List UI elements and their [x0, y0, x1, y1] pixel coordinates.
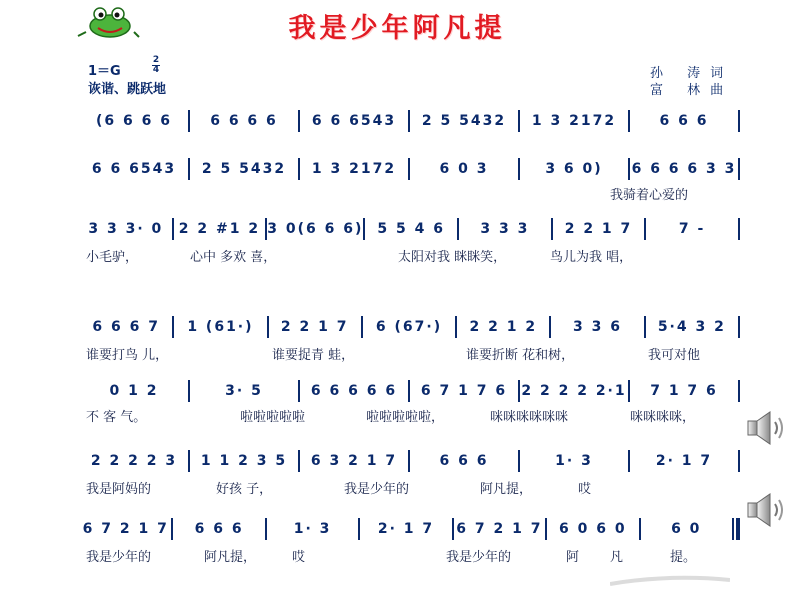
measure: 6 6 6 — [194, 521, 244, 537]
measure: 6 (67·) — [375, 319, 443, 335]
lyric-segment: 心中 多欢 喜， — [190, 250, 277, 265]
measure: 3 6 0) — [545, 161, 603, 177]
measure: 6 6 6 6 3 3 — [631, 161, 737, 177]
measure: 0 1 2 — [109, 383, 159, 399]
lyric-segment: 我可对他 — [648, 348, 701, 363]
lyric-segment: 哎 — [292, 550, 306, 565]
lyric-segment: 我骑着心爱的 — [610, 188, 689, 203]
lyric-segment: 太阳对我 眯眯笑， — [398, 250, 507, 265]
measure: 6 6 6 7 — [92, 319, 160, 335]
measure: 6 7 2 1 7 — [82, 521, 169, 537]
lyric-segment: 啦啦啦啦啦 — [240, 410, 306, 425]
lyric-segment: 咪咪咪咪咪咪 — [490, 410, 569, 425]
lyric-segment: 谁要打鸟 儿， — [86, 348, 169, 363]
composer-credit: 富 林曲 — [650, 83, 734, 98]
decorative-swoosh — [610, 574, 730, 588]
measure: 2· 1 7 — [377, 521, 435, 537]
lyric-segment: 不 客 气。 — [86, 410, 147, 425]
time-signature: 2 4 — [152, 55, 160, 75]
measure: 1· 3 — [293, 521, 332, 537]
lyric-segment: 我是少年的 — [344, 482, 410, 497]
measure: 3 3 3 — [480, 221, 530, 237]
tempo-marking: 诙谐、跳跃地 — [88, 82, 167, 97]
lyric-segment: 好孩 子， — [216, 482, 273, 497]
measure: 1 1 2 3 5 — [200, 453, 288, 469]
measure: 2 2 #1 2 — [178, 221, 261, 237]
lyric-segment: 我是少年的 — [86, 550, 152, 565]
notation-row-3 — [80, 218, 740, 240]
measure: 2· 1 7 — [655, 453, 713, 469]
lyric-segment: 阿凡提， — [480, 482, 533, 497]
measure: 6 0 6 0 — [559, 521, 627, 537]
measure: 2 2 1 7 — [564, 221, 633, 237]
notation-row-1 — [80, 110, 740, 132]
measure: 3 0(6 6 6) — [267, 221, 364, 237]
lyric-segment: 我是少年的 — [446, 550, 512, 565]
measure: 1 3 2172 — [311, 161, 397, 177]
notation-row-5 — [80, 380, 740, 402]
measure: 6 6 6 — [439, 453, 489, 469]
lyric-segment: 啦啦啦啦啦， — [366, 410, 445, 425]
measure: 6 7 2 1 7 — [456, 521, 543, 537]
lyric-segment: 哎 — [578, 482, 592, 497]
measure: 6 6 6 6 — [210, 113, 278, 129]
measure: 5 5 4 6 — [377, 221, 446, 237]
measure: 6 6 6 6 6 — [310, 383, 398, 399]
lyricist-credit: 孙 涛词 — [650, 66, 734, 81]
measure: 5·4 3 2 — [657, 319, 726, 335]
measure: 1 3 2172 — [531, 113, 617, 129]
lyric-segment: 提。 — [670, 550, 697, 565]
lyric-segment: 我是阿妈的 — [86, 482, 152, 497]
key-signature: 1＝G — [88, 64, 121, 79]
lyric-segment: 谁要捉青 蛙， — [272, 348, 355, 363]
measure: 3 3 3· 0 — [88, 221, 164, 237]
measure: 3· 5 — [225, 383, 263, 399]
lyric-segment: 阿 — [566, 550, 580, 565]
lyric-segment: 咪咪咪咪， — [630, 410, 696, 425]
measure: 2 2 2 2 2·1 — [521, 383, 627, 399]
measure: 2 5 5432 — [201, 161, 287, 177]
lyric-segment: 凡 — [610, 550, 624, 565]
measure: 2 5 5432 — [421, 113, 507, 129]
measure: 1· 3 — [555, 453, 593, 469]
speaker-icon[interactable] — [744, 408, 788, 448]
measure: 7 - — [678, 221, 706, 237]
measure: 1 (61·) — [187, 319, 254, 335]
lyric-segment: 小毛驴， — [86, 250, 139, 265]
measure: 6 6 6543 — [91, 161, 177, 177]
measure: 6 6 6543 — [311, 113, 397, 129]
lyric-segment: 鸟儿为我 唱， — [550, 250, 633, 265]
measure: 6 0 — [671, 521, 702, 537]
measure: 2 2 2 2 3 — [90, 453, 178, 469]
measure: 2 2 1 7 — [280, 319, 349, 335]
notation-row-6 — [80, 450, 740, 472]
notation-row-7 — [80, 518, 740, 540]
measure: 3 3 6 — [573, 319, 623, 335]
notation-row-4 — [80, 316, 740, 338]
measure: 6 0 3 — [439, 161, 489, 177]
measure: 2 2 1 2 — [469, 319, 538, 335]
speaker-icon[interactable] — [744, 490, 788, 530]
song-title: 我是少年阿凡提 — [288, 13, 506, 44]
measure: 6 7 1 7 6 — [420, 383, 508, 399]
measure: 6 6 6 — [659, 113, 709, 129]
measure: (6 6 6 6 — [96, 113, 172, 129]
lyric-segment: 阿凡提， — [204, 550, 257, 565]
lyric-segment: 谁要折断 花和树， — [466, 348, 575, 363]
measure: 7 1 7 6 — [650, 383, 718, 399]
notation-row-2 — [80, 158, 740, 180]
measure: 6 3 2 1 7 — [310, 453, 398, 469]
